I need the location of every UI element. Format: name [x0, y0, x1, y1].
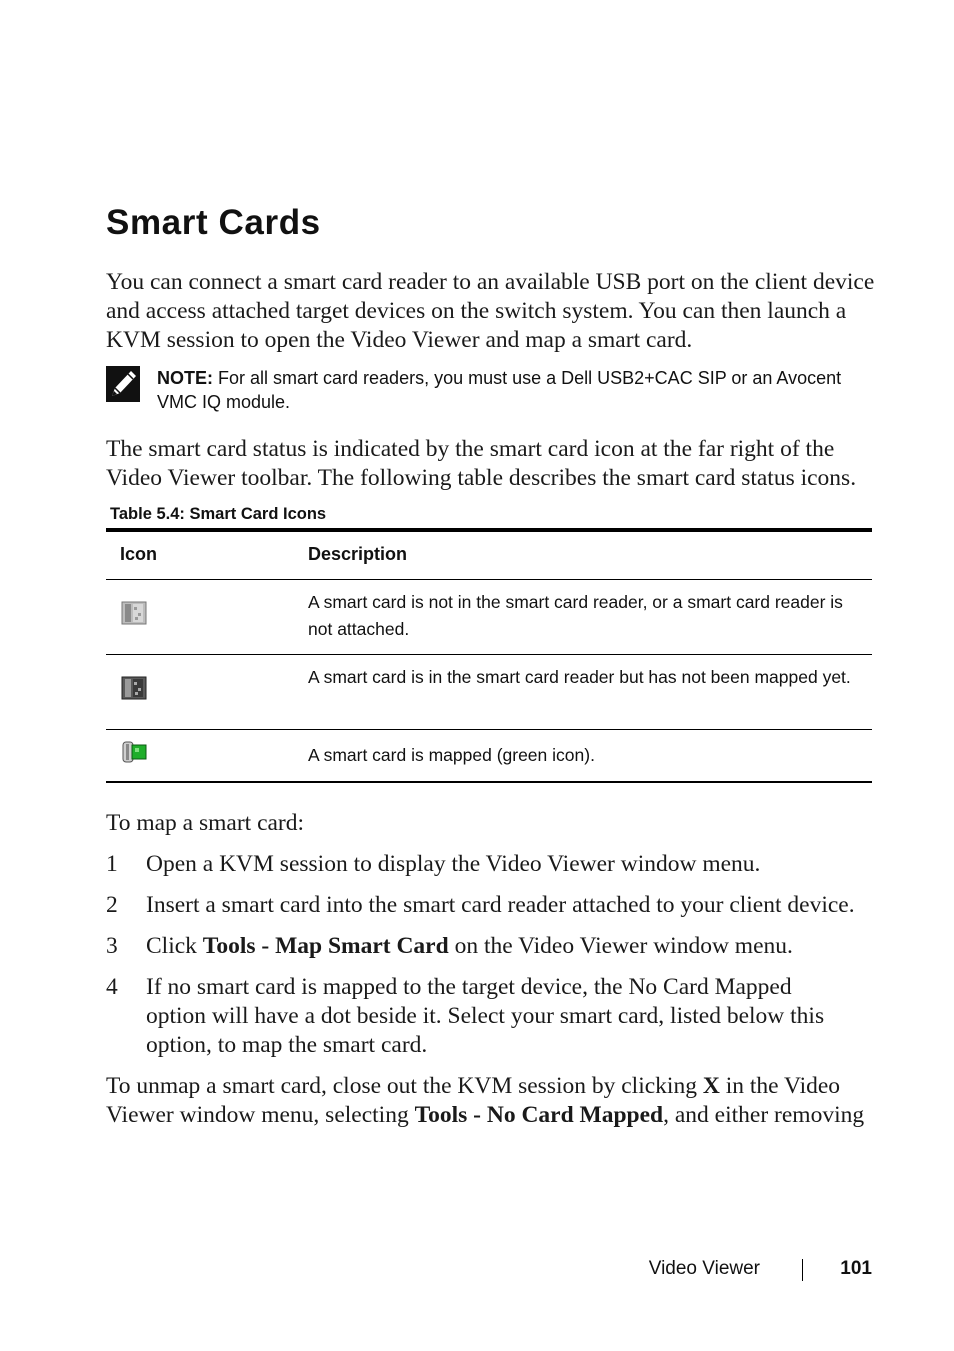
- row-description: A smart card is not in the smart card reader, or a smart card reader is not attached.: [308, 592, 843, 639]
- step-number: 4: [106, 974, 118, 1000]
- table-top-rule: [106, 528, 872, 532]
- footer-divider: [802, 1259, 803, 1281]
- row-description: A smart card is mapped (green icon).: [308, 745, 595, 765]
- smart-card-not-mapped-icon: [120, 675, 148, 701]
- page-number: 101: [840, 1258, 872, 1279]
- step-number: 3: [106, 933, 118, 959]
- header-description: Description: [308, 544, 408, 564]
- status-paragraph: The smart card status is indicated by the smart card icon at the far right of the Video Viewer toolbar. The following table describes the smart card status icons.: [106, 436, 857, 491]
- map-intro: To map a smart card:: [106, 810, 305, 836]
- header-rule: [106, 579, 872, 580]
- note-body: For all smart card readers, you must use a Dell USB2+CAC SIP or an Avocent VMC IQ module.: [157, 368, 842, 412]
- smart-card-mapped-icon: [120, 739, 148, 765]
- menu-command: Tools - Map Smart Card: [202, 933, 449, 959]
- step-text: Insert a smart card into the smart card reader attached to your client device.: [146, 892, 855, 918]
- row-description: A smart card is in the smart card reader but has not been mapped yet.: [308, 667, 851, 687]
- intro-paragraph: You can connect a smart card reader to an available USB port on the client device and access attached target devices on the switch system. You can then launch a KVM session to open the Video Viewer and map a smart card.: [106, 269, 875, 353]
- step-text: Open a KVM session to display the Video Viewer window menu.: [146, 851, 761, 877]
- table-bottom-rule: [106, 781, 872, 783]
- page-title: Smart Cards: [106, 203, 321, 242]
- unmap-paragraph: To unmap a smart card, close out the KVM session by clicking X in the Video Viewer window menu, selecting Tools - No Card Mapped, and either removing: [106, 1073, 865, 1128]
- footer-section-title: Video Viewer: [648, 1258, 760, 1279]
- header-icon: Icon: [120, 544, 158, 564]
- smart-card-no-card-icon: [120, 600, 148, 626]
- note-label: NOTE:: [157, 368, 213, 388]
- step-text: If no smart card is mapped to the target device, the No Card Mapped option will have a dot beside it. Select your smart card, listed below this option, to map the smart card.: [146, 974, 825, 1058]
- row-rule: [106, 654, 872, 655]
- step-text: Click Tools - Map Smart Card on the Video Viewer window menu.: [146, 933, 793, 959]
- table-caption: Table 5.4: Smart Card Icons: [110, 505, 327, 523]
- step-number: 1: [106, 851, 118, 877]
- row-rule: [106, 729, 872, 730]
- menu-command: Tools - No Card Mapped: [414, 1102, 664, 1128]
- note-pencil-icon: [106, 366, 140, 402]
- step-number: 2: [106, 892, 118, 918]
- note-text: [157, 366, 877, 414]
- close-x-label: X: [702, 1073, 720, 1099]
